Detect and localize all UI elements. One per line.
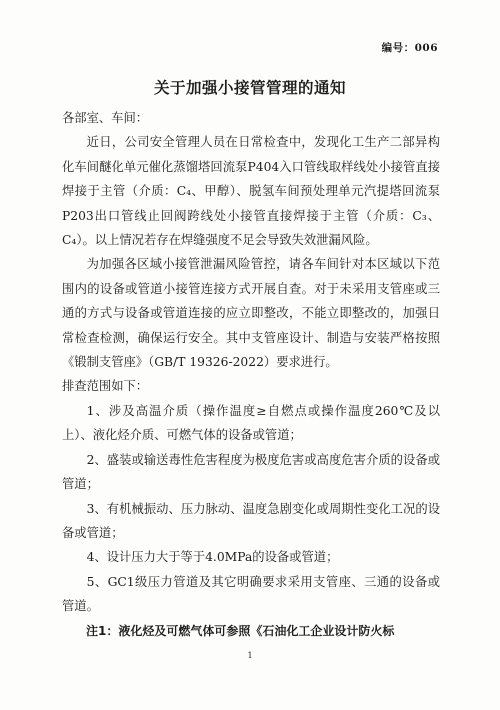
salutation: 各部室、车间： (62, 111, 149, 125)
scope-intro: 排查范围如下： (62, 379, 149, 394)
scope-item-1: 1、涉及高温介质（操作温度≥自燃点或操作温度260℃及以上）、液化烃介质、可燃气体的设备或管道； (62, 403, 440, 443)
note-1: 注1：液化烃及可燃气体可参照《石油化工企业设计防火标 (86, 623, 395, 638)
scope-item-2: 2、盛装或输送毒性危害程度为极度危害或高度危害介质的设备或管道； (62, 452, 440, 492)
scope-item-3: 3、有机械振动、压力脉动、温度急剧变化或周期性变化工况的设备或管道； (62, 501, 440, 540)
document-number: 编号：006 (381, 42, 438, 54)
page-number: 1 (247, 651, 253, 660)
scope-item-4: 4、设计压力大于等于4.0MPa的设备或管道； (86, 550, 339, 565)
scope-item-5: 5、GC1级压力管道及其它明确要求采用支管座、三通的设备或管道。 (62, 574, 440, 614)
document-title: 关于加强小接管管理的通知 (153, 78, 346, 97)
paragraph-findings: 近日，公司安全管理人员在日常检查中，发现化工生产二部异构化车间醚化单元催化蒸馏塔回流泵P404入口管线取样线处小接管直接焊接于主管（介质：C₄、甲醇）、脱氢车间预处理单元汽提塔回流泵P203出口管线止回阀跨线处小接管直接焊接于主管（介质：C₃、C₄）。以上情况若存在焊缝强度不足会导致失效泄漏风险。 (62, 135, 440, 248)
paragraph-requirements: 为加强各区域小接管泄漏风险管控，请各车间针对本区域以下范围内的设备或管道小接管连接方式开展自查。对于未采用支管座或三通的方式与设备或管道连接的应立即整改，不能立即整改的，加强日常检查检测，确保运行安全。其中支管座设计、制造与安装严格按照《锻制支管座》（GB/T 19326-2022）要求进行。 (62, 257, 440, 370)
document-body (62, 106, 440, 643)
